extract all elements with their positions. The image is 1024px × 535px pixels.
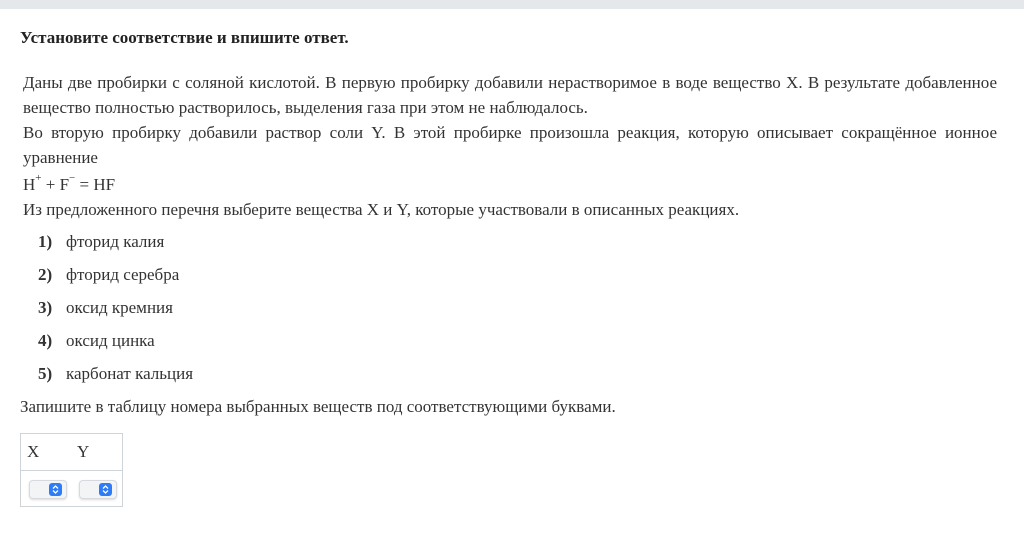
equation-h-charge: + xyxy=(35,172,42,185)
option-label: карбонат кальция xyxy=(66,364,194,383)
option-number: 1) xyxy=(38,232,53,251)
option-item xyxy=(38,363,1000,396)
paragraph-choose: Из предложенного перечня выберите вещества X и Y, которые участвовали в описанных реакциях. xyxy=(23,200,740,219)
equation-h: H xyxy=(23,175,36,194)
answer-select-row xyxy=(21,471,122,507)
paragraph-second-tube: Во вторую пробирку добавили раствор соли Y. В этой пробирке произошла реакция, которую описывает сокращённое ионное уравнение xyxy=(23,123,997,167)
option-label: оксид кремния xyxy=(66,298,173,317)
option-number: 2) xyxy=(38,265,53,284)
paragraph-first-tube: Даны две пробирки с соляной кислотой. В первую пробирку добавили нерастворимое в воде вещество X. В результате добавленное вещество полностью растворилось, выделения газа при этом не наблюдалось. xyxy=(23,73,997,117)
option-item xyxy=(38,264,1000,297)
option-number: 5) xyxy=(38,364,53,383)
top-strip xyxy=(0,0,1024,9)
select-x-dropdown[interactable] xyxy=(29,480,67,499)
answer-table-header xyxy=(21,434,122,471)
options-list xyxy=(38,231,1000,396)
ionic-equation xyxy=(23,172,997,197)
answer-prompt: Запишите в таблицу номера выбранных веществ под соответствующими буквами. xyxy=(20,397,616,416)
column-x-header: X xyxy=(27,442,40,461)
task-content xyxy=(20,28,1000,418)
option-label: фторид серебра xyxy=(66,265,180,284)
task-instruction: Установите соответствие и впишите ответ. xyxy=(20,28,349,47)
task-body xyxy=(23,70,997,222)
equation-rest: = HF xyxy=(75,175,116,194)
column-y-header: Y xyxy=(77,442,90,461)
updown-chevron-icon xyxy=(49,483,62,496)
equation-plus-f: + F xyxy=(41,175,70,194)
option-item xyxy=(38,231,1000,264)
option-number: 4) xyxy=(38,331,53,350)
option-item xyxy=(38,297,1000,330)
option-number: 3) xyxy=(38,298,53,317)
updown-chevron-icon xyxy=(99,483,112,496)
option-label: оксид цинка xyxy=(66,331,155,350)
answer-table xyxy=(20,433,123,507)
option-item xyxy=(38,330,1000,363)
equation-f-charge: − xyxy=(69,172,76,185)
select-y-dropdown[interactable] xyxy=(79,480,117,499)
option-label: фторид калия xyxy=(66,232,165,251)
